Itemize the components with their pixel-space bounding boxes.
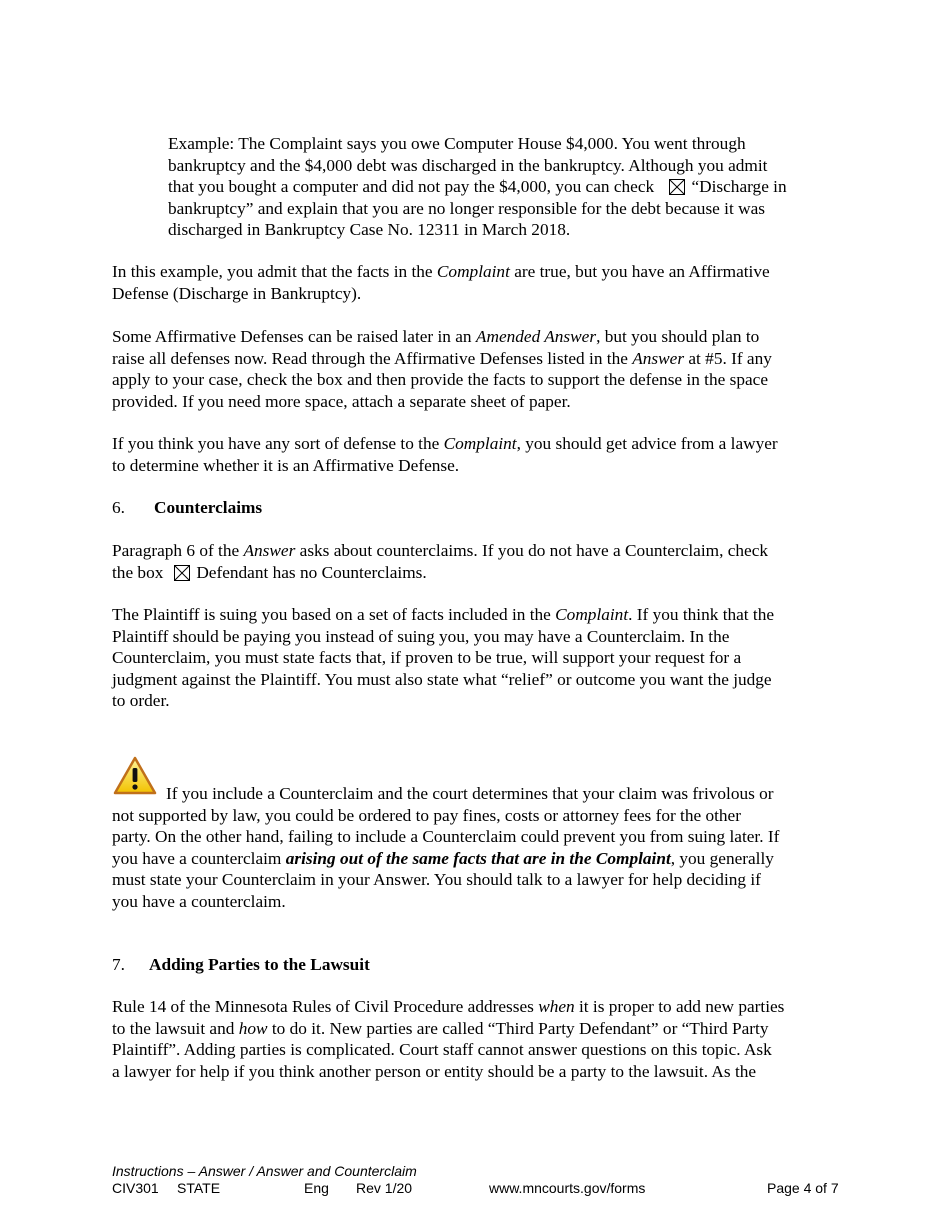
section-number: 7. xyxy=(112,955,125,974)
paragraph-rule-14: Rule 14 of the Minnesota Rules of Civil Procedure addresses when it is proper to add new parties to the lawsuit and how to do it. New parties are called “Third Party Defendant” or “Third Party Plaintiff”. Adding parties is complicated. Court staff cannot answer questions on this topic. Ask a lawyer for help if you think another person or entity should be a party to the lawsuit. As the xyxy=(112,997,785,1081)
footer-state: STATE xyxy=(177,1180,221,1196)
paragraph-affirmative-defenses: Some Affirmative Defenses can be raised later in an Amended Answer, but you should plan to raise all defenses now. Read through the Affirmative Defenses listed in the Answer at #5. If any apply to your case, check the box and then provide the facts to support the defense in the space provided. If you need more space, attach a separate sheet of paper. xyxy=(112,327,772,411)
footer-title: Instructions – Answer / Answer and Counterclaim xyxy=(112,1163,417,1179)
footer-url: www.mncourts.gov/forms xyxy=(489,1180,646,1196)
footer-revision: Rev 1/20 xyxy=(356,1180,413,1196)
section-title: Counterclaims xyxy=(154,498,263,517)
section-heading-adding-parties xyxy=(112,954,370,976)
footer-page-number: Page 4 of 7 xyxy=(767,1180,839,1196)
checked-box-icon xyxy=(174,565,190,581)
text-line: that you bought a computer and did not pay the $4,000, you can check “Discharge in xyxy=(168,177,787,197)
section-number: 6. xyxy=(112,498,125,517)
section-heading-counterclaims xyxy=(112,497,262,519)
warning-paragraph: If you include a Counterclaim and the court determines that your claim was frivolous or not supported by law, you could be ordered to pay fines, costs or attorney fees for the other party. On the other hand, failing to include a Counterclaim could prevent you from suing later. If you have a counterclaim arising out of the same facts that are in the Complaint, you generally must state your Counterclaim in your Answer. You should talk to a lawyer for help deciding if you have a counterclaim. xyxy=(112,784,780,911)
paragraph-plaintiff-suing: The Plaintiff is suing you based on a set of facts included in the Complaint. If you think that the Plaintiff should be paying you instead of suing you, you may have a Counterclaim. In the Counterclaim, you must state facts that, if proven to be true, will support your request for a judgment against the Plaintiff. You must also state what “relief” or outcome you want the judge to order. xyxy=(112,605,775,711)
footer-form-id: CIV301 xyxy=(112,1180,159,1196)
text-line: Example: The Complaint says you owe Computer House $4,000. You went through xyxy=(168,134,746,153)
example-paragraph xyxy=(168,133,848,241)
footer-language: Eng xyxy=(304,1180,329,1196)
text-line: bankruptcy and the $4,000 debt was discharged in the bankruptcy. Although you admit xyxy=(168,155,768,175)
paragraph-counterclaims-checkbox: Paragraph 6 of the Answer asks about counterclaims. If you do not have a Counterclaim, check the box Defendant has no Counterclaims. xyxy=(112,541,769,582)
paragraph-example-explanation: In this example, you admit that the facts in the Complaint are true, but you have an Affirmative Defense (Discharge in Bankruptcy). xyxy=(112,262,770,303)
text-line: discharged in Bankruptcy Case No. 12311 in March 2018. xyxy=(168,220,571,240)
paragraph-defense-advice: If you think you have any sort of defense to the Complaint, you should get advice from a lawyer to determine whether it is an Affirmative Defense. xyxy=(112,434,778,475)
text-line: bankruptcy” and explain that you are no longer responsible for the debt because it was xyxy=(168,198,765,218)
checked-box-icon xyxy=(669,179,685,195)
section-title: Adding Parties to the Lawsuit xyxy=(149,955,370,974)
